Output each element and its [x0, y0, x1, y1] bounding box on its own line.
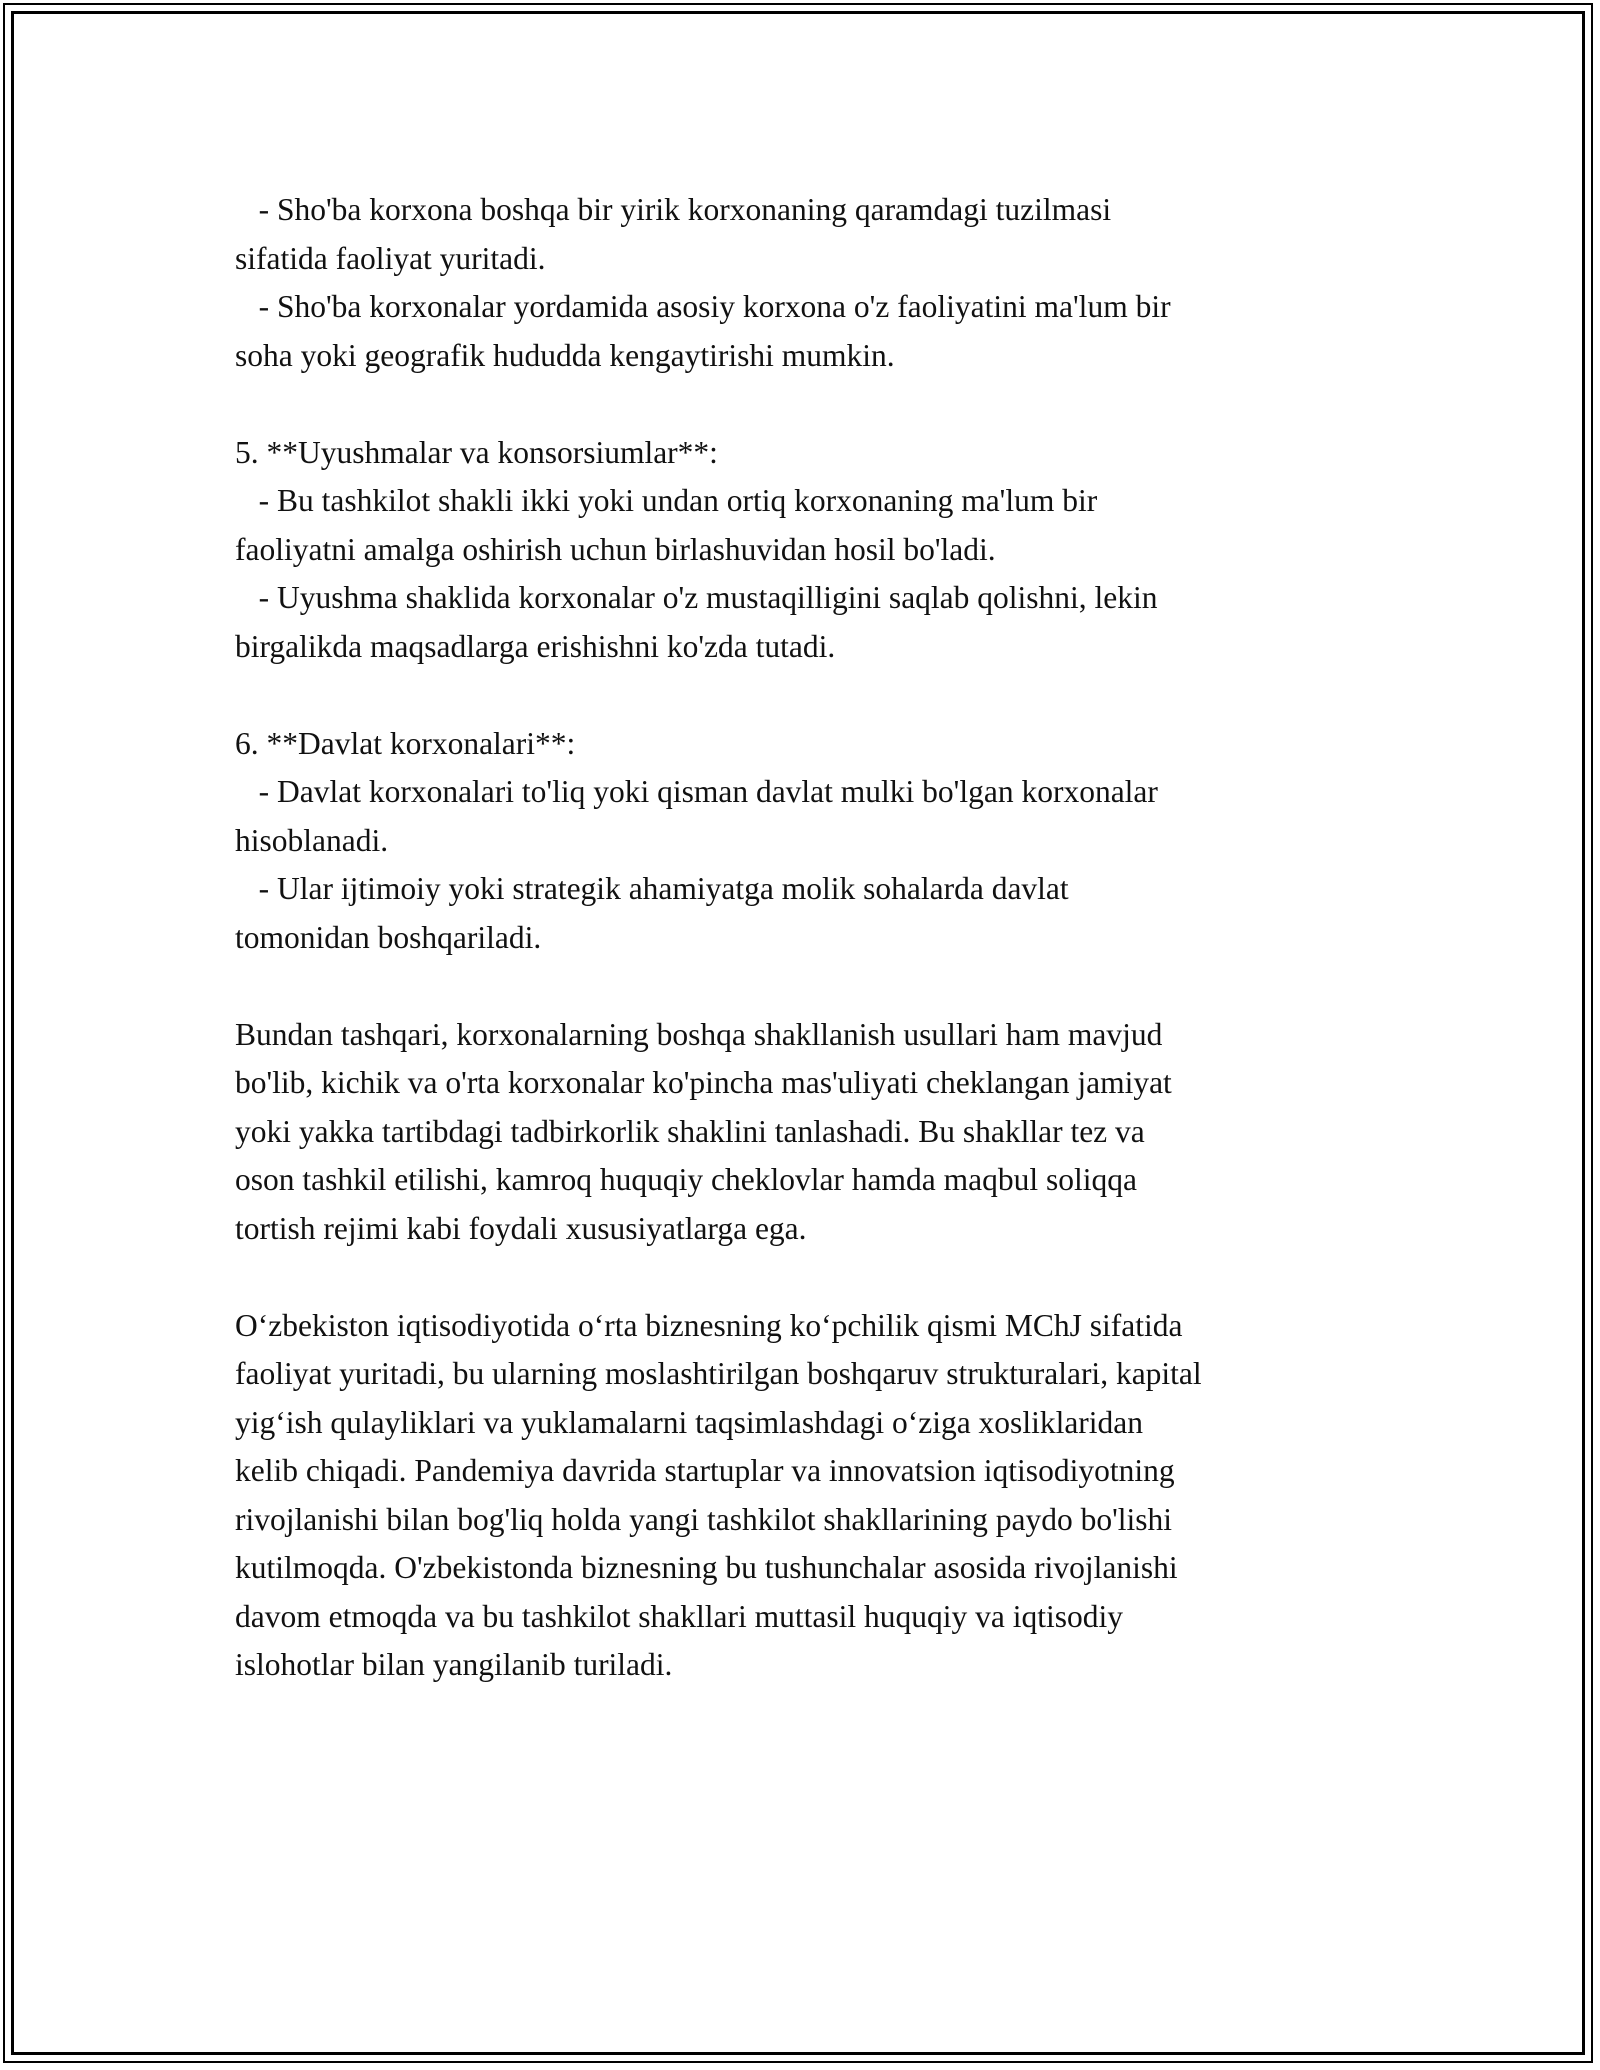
text-line: tomonidan boshqariladi.: [235, 919, 542, 955]
text-line: bo'lib, kichik va o'rta korxonalar ko'pincha mas'uliyati cheklangan jamiyat: [235, 1065, 1172, 1100]
paragraph-gap: [235, 671, 1385, 720]
text-line: davom etmoqda va bu tashkilot shakllari muttasil huquqiy va iqtisodiy: [235, 1598, 1124, 1634]
text-line: tortish rejimi kabi foydali xususiyatlarga ega.: [235, 1210, 807, 1246]
text-line: oson tashkil etilishi, kamroq huquqiy cheklovlar hamda maqbul soliqqa: [235, 1162, 1137, 1197]
text-line: yoki yakka tartibdagi tadbirkorlik shaklini tanlashadi. Bu shakllar tez va: [235, 1113, 1145, 1149]
document-body: [235, 186, 1385, 1690]
text-line: birgalikda maqsadlarga erishishni ko'zda tutadi.: [235, 628, 836, 664]
text-line: hisoblanadi.: [235, 822, 389, 858]
text-line: Bundan tashqari, korxonalarning boshqa shakllanish usullari ham mavjud: [235, 1016, 1163, 1052]
text-line: - Sho'ba korxona boshqa bir yirik korxonaning qaramdagi tuzilmasi: [235, 192, 1112, 227]
paragraph-gap: [235, 962, 1385, 1011]
paragraph-gap: [235, 380, 1385, 429]
text-line: rivojlanishi bilan bog'liq holda yangi tashkilot shakllarining paydo bo'lishi: [235, 1501, 1173, 1537]
text-line: faoliyatni amalga oshirish uchun birlashuvidan hosil bo'ladi.: [235, 531, 996, 567]
text-line: - Sho'ba korxonalar yordamida asosiy korxona o'z faoliyatini ma'lum bir: [235, 289, 1171, 324]
text-line: sifatida faoliyat yuritadi.: [235, 240, 546, 276]
paragraph-gap: [235, 1253, 1385, 1302]
text-line: O‘zbekiston iqtisodiyotida o‘rta biznesning ko‘pchilik qismi MChJ sifatida: [235, 1307, 1183, 1343]
text-line: - Davlat korxonalari to'liq yoki qisman davlat mulki bo'lgan korxonalar: [235, 774, 1158, 809]
text-line: kelib chiqadi. Pandemiya davrida startuplar va innovatsion iqtisodiyotning: [235, 1453, 1175, 1488]
section-heading: 6. **Davlat korxonalari**:: [235, 725, 576, 761]
text-line: - Bu tashkilot shakli ikki yoki undan ortiq korxonaning ma'lum bir: [235, 483, 1098, 518]
text-line: soha yoki geografik hududda kengaytirishi mumkin.: [235, 337, 895, 373]
text-line: islohotlar bilan yangilanib turiladi.: [235, 1647, 673, 1682]
text-line: faoliyat yuritadi, bu ularning moslashtirilgan boshqaruv strukturalari, kapital: [235, 1356, 1202, 1391]
section-heading: 5. **Uyushmalar va konsorsiumlar**:: [235, 434, 718, 470]
text-line: - Ular ijtimoiy yoki strategik ahamiyatga molik sohalarda davlat: [235, 871, 1069, 906]
text-line: - Uyushma shaklida korxonalar o'z mustaqilligini saqlab qolishni, lekin: [235, 580, 1158, 615]
text-line: yig‘ish qulayliklari va yuklamalarni taqsimlashdagi o‘ziga xosliklaridan: [235, 1404, 1144, 1440]
text-line: kutilmoqda. O'zbekistonda biznesning bu tushunchalar asosida rivojlanishi: [235, 1550, 1178, 1585]
